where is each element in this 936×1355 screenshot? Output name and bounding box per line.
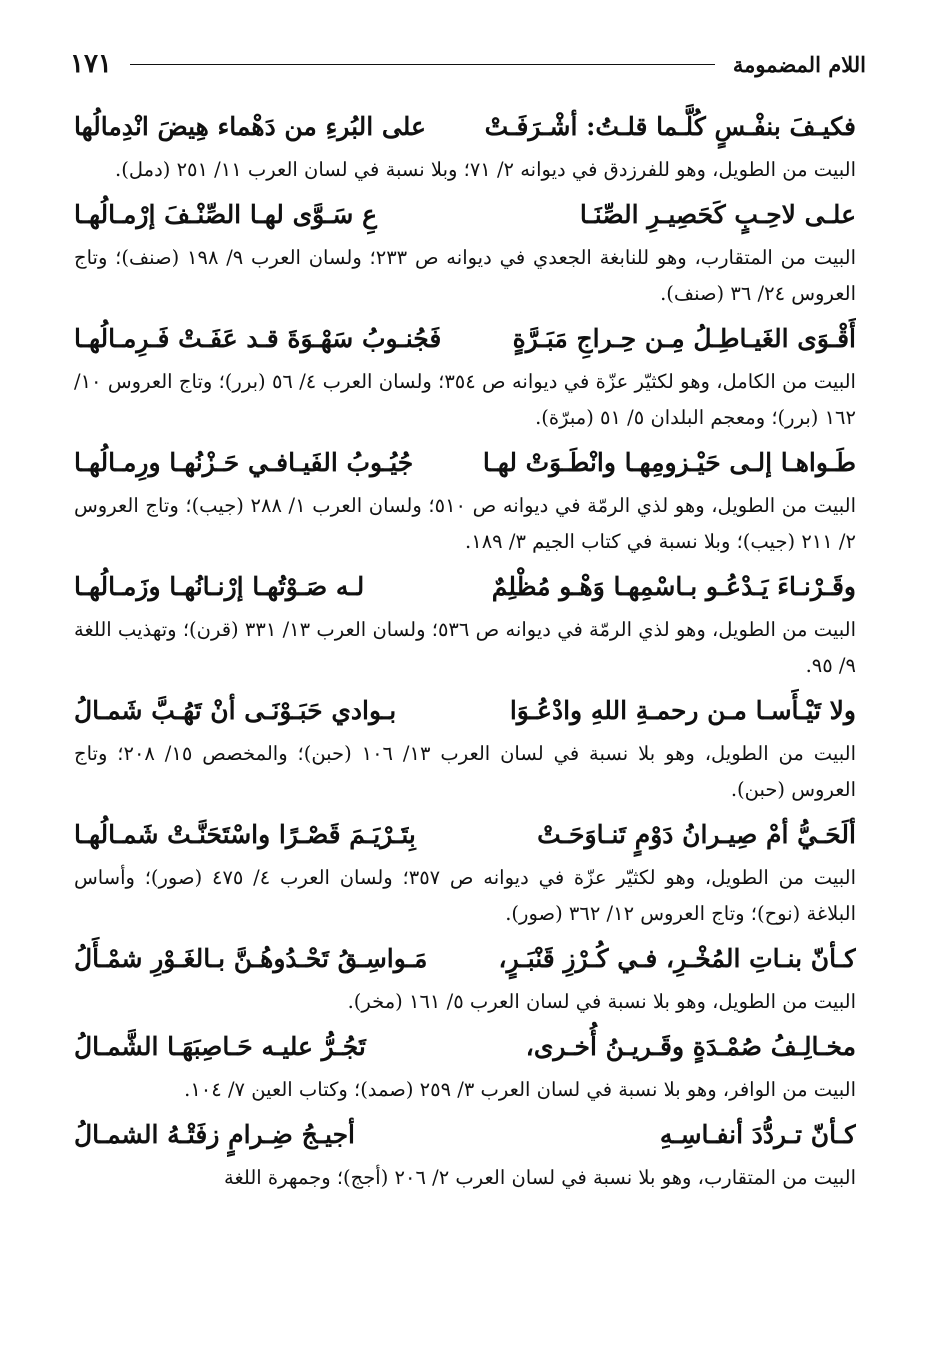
verse-entry: [74, 932, 856, 1020]
verse-first-hemistich: أَقْـوَى الغَيـاطِـلُ مِـن حِـراجِ مَبَـرَّةٍ: [512, 323, 856, 353]
verse-footnote: البيت من المتقارب، وهو للنابغة الجعدي في ديوانه ص ٢٣٣؛ ولسان العرب ٩/ ١٩٨ (صنف)؛ وتاج العروس ٢٤/ ٣٦ (صنف).: [74, 246, 856, 305]
verse-second-hemistich: لـه صَـوْتُهـا إرْنـانُهـا وزَمـالُهـا: [74, 571, 365, 601]
verse-footnote: البيت من الطويل، وهو لذي الرمّة في ديوانه ص ٥٣٦؛ ولسان العرب ١٣/ ٣٣١ (قرن)؛ وتهذيب اللغة ٩/ ٩٥.: [74, 618, 856, 677]
page-header: [70, 46, 866, 82]
verse-first-hemistich: مخـالِـفُ صُمْـدَةٍ وقَـريـنُ أُخـرى،: [525, 1031, 856, 1061]
verse-first-hemistich: ولا تَيْـأَسـا مـن رحمـةِ اللهِ وادْعُـوَا: [509, 695, 856, 725]
verse-first-hemistich: فكيـفَ بنفْـسٍ كُلَّـما قلـتُ: أشْـرَفَـتْ: [484, 111, 856, 141]
verse-second-hemistich: مَـواسِـقُ تَحْـدُوهُـنَّ بـالغَـوْرِ شمْـأَلُ: [74, 943, 428, 973]
verse-entry: [74, 312, 856, 436]
verse-footnote: البيت من الطويل، وهو لذي الرمّة في ديوانه ص ٥١٠؛ ولسان العرب ١/ ٢٨٨ (جيب)؛ وتاج العروس ٢/ ٢١١ (جيب)؛ وبلا نسبة في كتاب الجيم ٣/ ١٨٩.: [74, 494, 856, 553]
verse-line: [74, 932, 856, 984]
verse-first-hemistich: كـأنّ بنـاتِ المُخْـرِ، فـي كُـرْزِ قَنْبَـرٍ،: [498, 943, 856, 973]
verse-entry: [74, 684, 856, 808]
verse-entry: [74, 1020, 856, 1108]
page-number: ١٧١: [70, 49, 112, 79]
verse-line: [74, 808, 856, 860]
verse-first-hemistich: علـى لاحِـبٍ كَحَصِيـرِ الصِّنَـا: [579, 199, 856, 229]
running-title: اللام المضمومة: [732, 51, 866, 77]
verse-line: [74, 684, 856, 736]
verse-first-hemistich: كـأنّ تـردُّدَ أنفـاسِـهِ: [659, 1119, 856, 1149]
verse-line: [74, 1108, 856, 1160]
verse-footnote: البيت من الكامل، وهو لكثيّر عزّة في ديوانه ص ٣٥٤؛ ولسان العرب ٤/ ٥٦ (برر)؛ وتاج العروس ١٠/ ١٦٢ (برر)؛ ومعجم البلدان ٥/ ٥١ (مبرّة).: [74, 370, 856, 429]
verse-second-hemistich: أجيـجُ ضِـرامٍ زفَتْـهُ الشمـالُ: [74, 1119, 356, 1149]
verse-first-hemistich: طَـواهـا إلـى حَيْـزومِهـا وانْطَـوَتْ لهـا: [482, 447, 856, 477]
verse-second-hemistich: بـوادي حَبَـوْنَـى أنْ تَهُـبَّ شَمـالُ: [74, 695, 397, 725]
verse-line: [74, 100, 856, 152]
verse-line: [74, 312, 856, 364]
verse-second-hemistich: عِ سَـوَّى لهـا الصِّنْـفَ إرْمـالُهـا: [74, 199, 377, 229]
verse-second-hemistich: جُيُـوبُ الفَيـافـي حَـزْنُهـا ورِمـالُهـا: [74, 447, 414, 477]
verse-second-hemistich: تَجُـرُّ عليـه حَـاصِبَهَـا الشَّمـالُ: [74, 1031, 366, 1061]
verse-entry: [74, 560, 856, 684]
verse-line: [74, 188, 856, 240]
verse-entry: [74, 1108, 856, 1196]
verse-line: [74, 560, 856, 612]
verse-entries: [74, 100, 856, 1196]
verse-entry: [74, 436, 856, 560]
header-rule: [130, 64, 715, 65]
verse-entry: [74, 188, 856, 312]
verse-entry: [74, 808, 856, 932]
verse-footnote: البيت من الطويل، وهو للفرزدق في ديوانه ٢/ ٧١؛ وبلا نسبة في لسان العرب ١١/ ٢٥١ (دمل).: [115, 158, 856, 181]
verse-first-hemistich: ألَحَـيُّ أمْ صِيـرانُ دَوْمٍ تَنـاوَحَـتْ: [537, 819, 856, 849]
verse-footnote: البيت من الطويل، وهو بلا نسبة في لسان العرب ١٣/ ١٠٦ (حبن)؛ والمخصص ١٥/ ٢٠٨؛ وتاج العروس (حبن).: [74, 742, 856, 801]
verse-first-hemistich: وقَـرْنـاءَ يَـدْعُـو بـاسْمِهـا وَهْـو مُظْلِمٌ: [491, 571, 856, 601]
verse-line: [74, 1020, 856, 1072]
verse-second-hemistich: بِتَـرْيَـمَ قَصْـرًا واسْتَحَنَّـتْ شَمـالُهـا: [74, 819, 416, 849]
verse-footnote: البيت من المتقارب، وهو بلا نسبة في لسان العرب ٢/ ٢٠٦ (أجج)؛ وجمهرة اللغة: [224, 1166, 856, 1189]
verse-footnote: البيت من الوافر، وهو بلا نسبة في لسان العرب ٣/ ٢٥٩ (صمد)؛ وكتاب العين ٧/ ١٠٤.: [184, 1078, 856, 1101]
verse-line: [74, 436, 856, 488]
verse-footnote: البيت من الطويل، وهو بلا نسبة في لسان العرب ٥/ ١٦١ (مخر).: [347, 990, 856, 1013]
verse-second-hemistich: على البُرءِ من دَهْماء هِيضَ انْدِمالُها: [74, 111, 426, 141]
verse-entry: [74, 100, 856, 188]
verse-footnote: البيت من الطويل، وهو لكثيّر عزّة في ديوانه ص ٣٥٧؛ ولسان العرب ٤/ ٤٧٥ (صور)؛ وأساس البلاغة (نوح)؛ وتاج العروس ١٢/ ٣٦٢ (صور).: [74, 866, 856, 925]
verse-second-hemistich: فَجُنـوبُ سَهْـوَةَ قـد عَفَـتْ فَـرِمـالُهـا: [74, 323, 442, 353]
